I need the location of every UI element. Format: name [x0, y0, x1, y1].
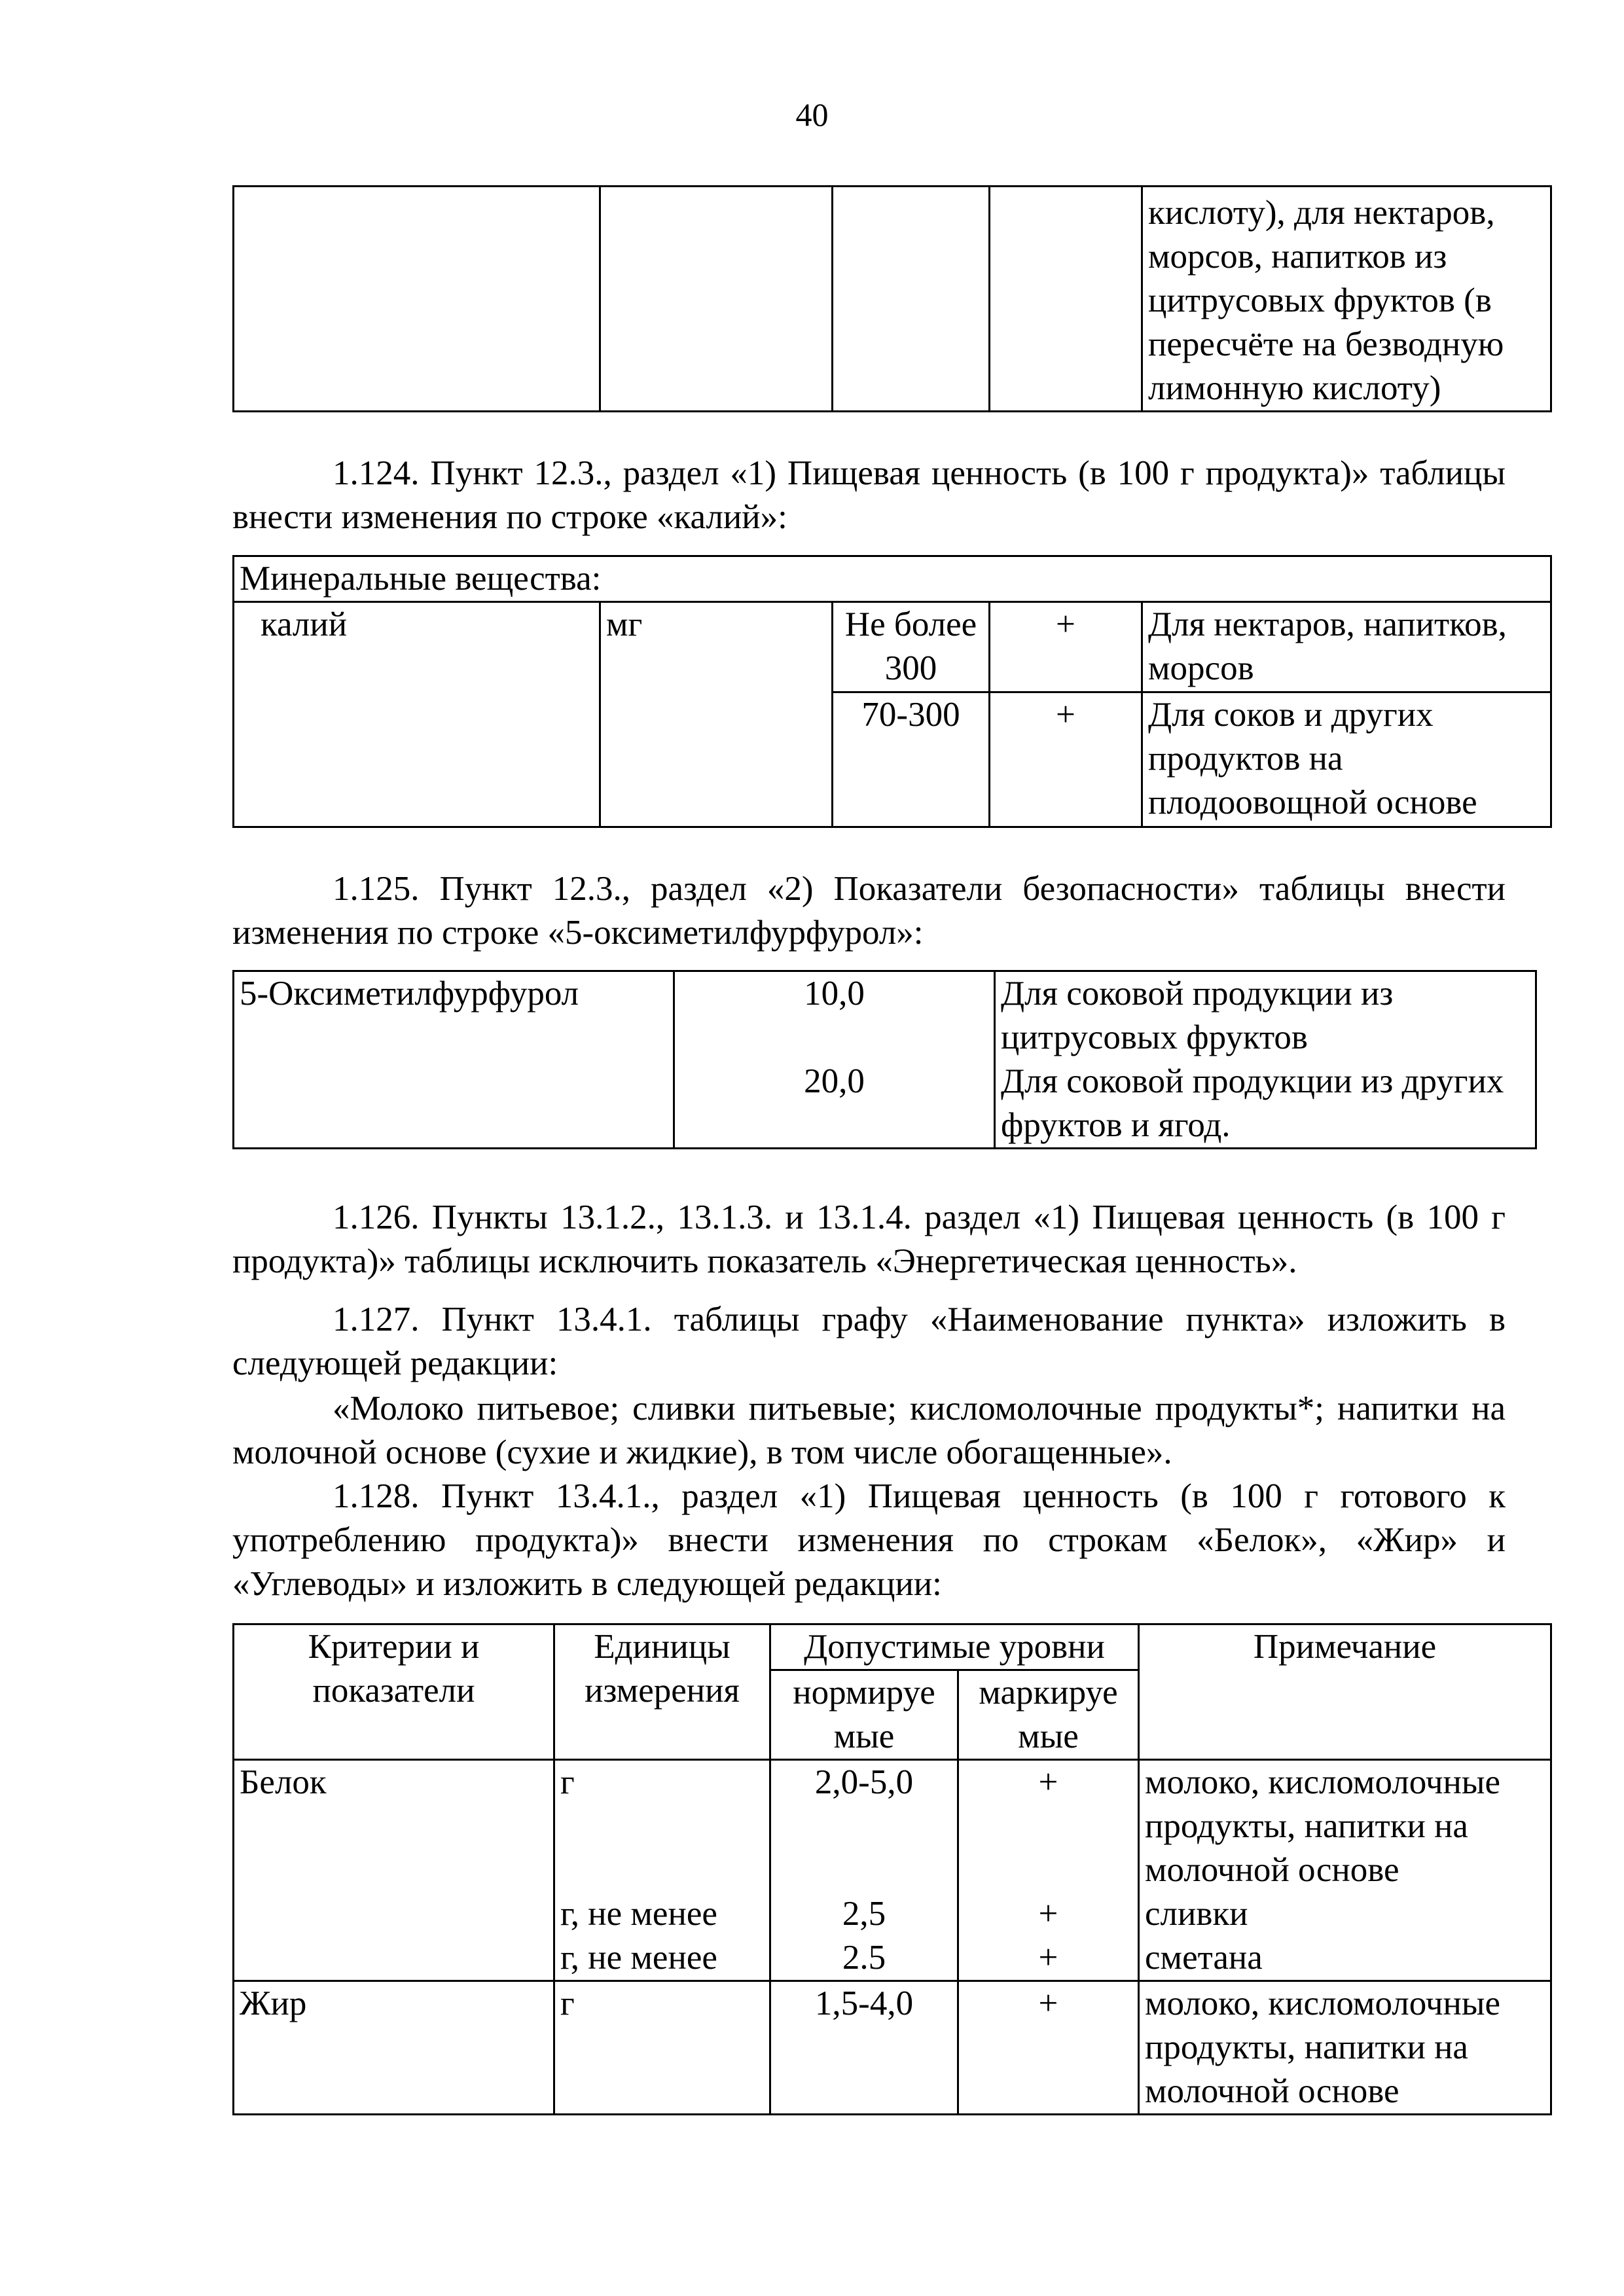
paragraph-1-127-quote: «Молоко питьевое; сливки питьевые; кисломолочные продукты*; напитки на молочной основе (сухие и жидкие), в том числе обогащенные». [232, 1390, 1506, 1471]
paragraph-1-125: 1.125. Пункт 12.3., раздел «2) Показатели безопасности» таблицы внести изменения по строке «5-оксиметилфурфурол»: [232, 870, 1506, 952]
row-note: молоко, кисломолочные продукты, напитки на молочной основе [1139, 1760, 1551, 1893]
cont-note-line: цитрусовых фруктов (в [1148, 281, 1492, 319]
header-note: Примечание [1139, 1624, 1551, 1760]
paragraph-1-128: 1.128. Пункт 13.4.1., раздел «1) Пищевая ценность (в 100 г готового к употреблению продукта)» внести изменения по строкам «Белок», «Жир» и «Углеводы» и изложить в следующей редакции: [232, 1477, 1506, 1603]
row-mark: + [958, 1981, 1139, 2115]
cont-note-line: пересчёте на безводную [1148, 325, 1504, 363]
potassium-unit: мг [600, 602, 833, 827]
cont-cell-1 [234, 187, 600, 412]
cont-cell-2 [600, 187, 833, 412]
row-level: 2.5 [770, 1936, 958, 1981]
hmf-value: 10,0 [674, 971, 995, 1060]
hmf-value: 20,0 [674, 1060, 995, 1149]
paragraph-1-126: 1.126. Пункты 13.1.2., 13.1.3. и 13.1.4. раздел «1) Пищевая ценность (в 100 г продукта)» таблицы исключить показатель «Энергетическая ценность». [232, 1198, 1506, 1280]
page-number: 40 [795, 96, 829, 133]
cont-cell-4 [990, 187, 1142, 412]
nutrition-table [232, 1623, 1552, 2115]
potassium-mark: + [990, 692, 1142, 827]
header-levels: Допустимые уровни [770, 1624, 1139, 1670]
potassium-mark: + [990, 602, 1142, 692]
hmf-table [232, 970, 1537, 1149]
header-units: Единицы измерения [554, 1624, 770, 1760]
potassium-level: Не более 300 [833, 602, 990, 692]
row-name: Белок [234, 1760, 554, 1981]
paragraph-1-124: 1.124. Пункт 12.3., раздел «1) Пищевая ценность (в 100 г продукта)» таблицы внести изменения по строке «калий»: [232, 454, 1506, 536]
potassium-note: Для нектаров, напитков, морсов [1142, 602, 1551, 692]
hmf-name: 5-Оксиметилфурфурол [234, 971, 674, 1149]
row-level: 2,5 [770, 1892, 958, 1936]
hmf-note: Для соковой продукции из цитрусовых фруктов [995, 971, 1536, 1060]
cont-note [1142, 187, 1551, 412]
header-criteria: Критерии и показатели [234, 1624, 554, 1760]
potassium-note: Для соков и других продуктов на плодоовощной основе [1142, 692, 1551, 827]
row-unit: г [554, 1760, 770, 1893]
header-normalized: нормируе мые [770, 1670, 958, 1760]
row-level: 1,5-4,0 [770, 1981, 958, 2115]
cont-cell-3 [833, 187, 990, 412]
cont-note-line: морсов, напитков из [1148, 238, 1447, 276]
row-unit: г, не менее [554, 1936, 770, 1981]
cont-note-line: лимонную кислоту) [1148, 369, 1441, 407]
cont-note-line: кислоту), для нектаров, [1148, 194, 1495, 232]
potassium-name: калий [234, 602, 600, 827]
potassium-table [232, 555, 1552, 828]
row-level: 2,0-5,0 [770, 1760, 958, 1893]
row-name: Жир [234, 1981, 554, 2115]
row-unit: г [554, 1981, 770, 2115]
row-mark: + [958, 1760, 1139, 1893]
row-note: молоко, кисломолочные продукты, напитки на молочной основе [1139, 1981, 1551, 2115]
continuation-table [232, 185, 1552, 412]
row-unit: г, не менее [554, 1892, 770, 1936]
mineral-group-header: Минеральные вещества: [234, 556, 1551, 602]
row-note: сливки [1139, 1892, 1551, 1936]
row-mark: + [958, 1936, 1139, 1981]
row-mark: + [958, 1892, 1139, 1936]
paragraph-1-127: 1.127. Пункт 13.4.1. таблицы графу «Наименование пункта» изложить в следующей редакции: [232, 1300, 1506, 1382]
potassium-level: 70-300 [833, 692, 990, 827]
hmf-note: Для соковой продукции из других фруктов и ягод. [995, 1060, 1536, 1149]
row-note: сметана [1139, 1936, 1551, 1981]
header-marked: маркируе мые [958, 1670, 1139, 1760]
